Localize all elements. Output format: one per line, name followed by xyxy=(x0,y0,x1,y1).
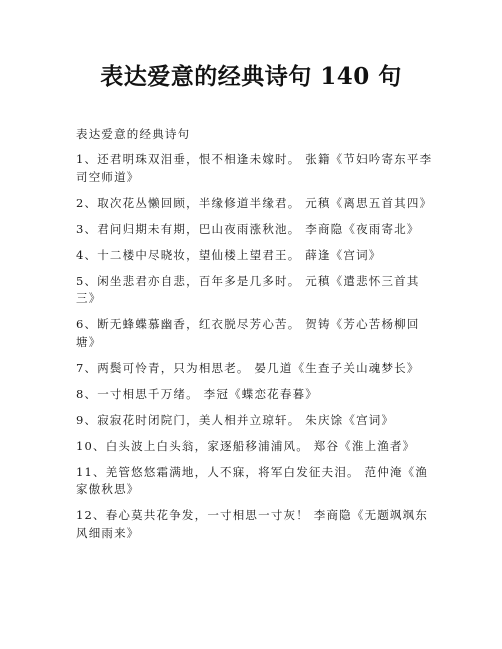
document-title: 表达爱意的经典诗句 140 句 xyxy=(100,63,402,90)
poem-line-12: 12、春心莫共花争发，一寸相思一寸灰！ 李商隐《无题飒飒东风细雨来》 xyxy=(76,508,429,540)
poem-line-1: 1、还君明珠双泪垂，恨不相逢未嫁时。 张籍《节妇吟寄东平李司空师道》 xyxy=(76,152,433,184)
poem-line-6: 6、断无蜂蝶慕幽香，红衣脱尽芳心苦。 贺铸《芳心苦杨柳回塘》 xyxy=(76,317,420,349)
poem-line-4: 4、十二楼中尽晓妆，望仙楼上望君王。 薛逢《宫词》 xyxy=(76,247,382,262)
poem-line-10: 10、白头波上白头翁，家逐船移浦浦风。 郑谷《淮上渔者》 xyxy=(76,438,416,453)
poem-line-5: 5、闲坐悲君亦自悲，百年多是几多时。 元稹《遣悲怀三首其三》 xyxy=(76,273,420,305)
section-heading: 表达爱意的经典诗句 xyxy=(76,127,191,141)
poem-line-11: 11、羌管悠悠霜满地，人不寐，将军白发征夫泪。 范仲淹《渔家傲秋思》 xyxy=(76,464,429,496)
poem-line-8: 8、一寸相思千万绪。 李冠《蝶恋花春暮》 xyxy=(76,386,318,401)
poem-line-9: 9、寂寂花时闭院门，美人相并立琼轩。 朱庆馀《宫词》 xyxy=(76,412,395,427)
poem-line-2: 2、取次花丛懒回顾，半缘修道半缘君。 元稹《离思五首其四》 xyxy=(76,195,433,210)
poem-line-7: 7、两鬓可怜青，只为相思老。 晏几道《生查子关山魂梦长》 xyxy=(76,360,420,375)
poem-list xyxy=(76,151,436,551)
poem-line-3: 3、君问归期未有期，巴山夜雨涨秋池。 李商隐《夜雨寄北》 xyxy=(76,221,420,236)
